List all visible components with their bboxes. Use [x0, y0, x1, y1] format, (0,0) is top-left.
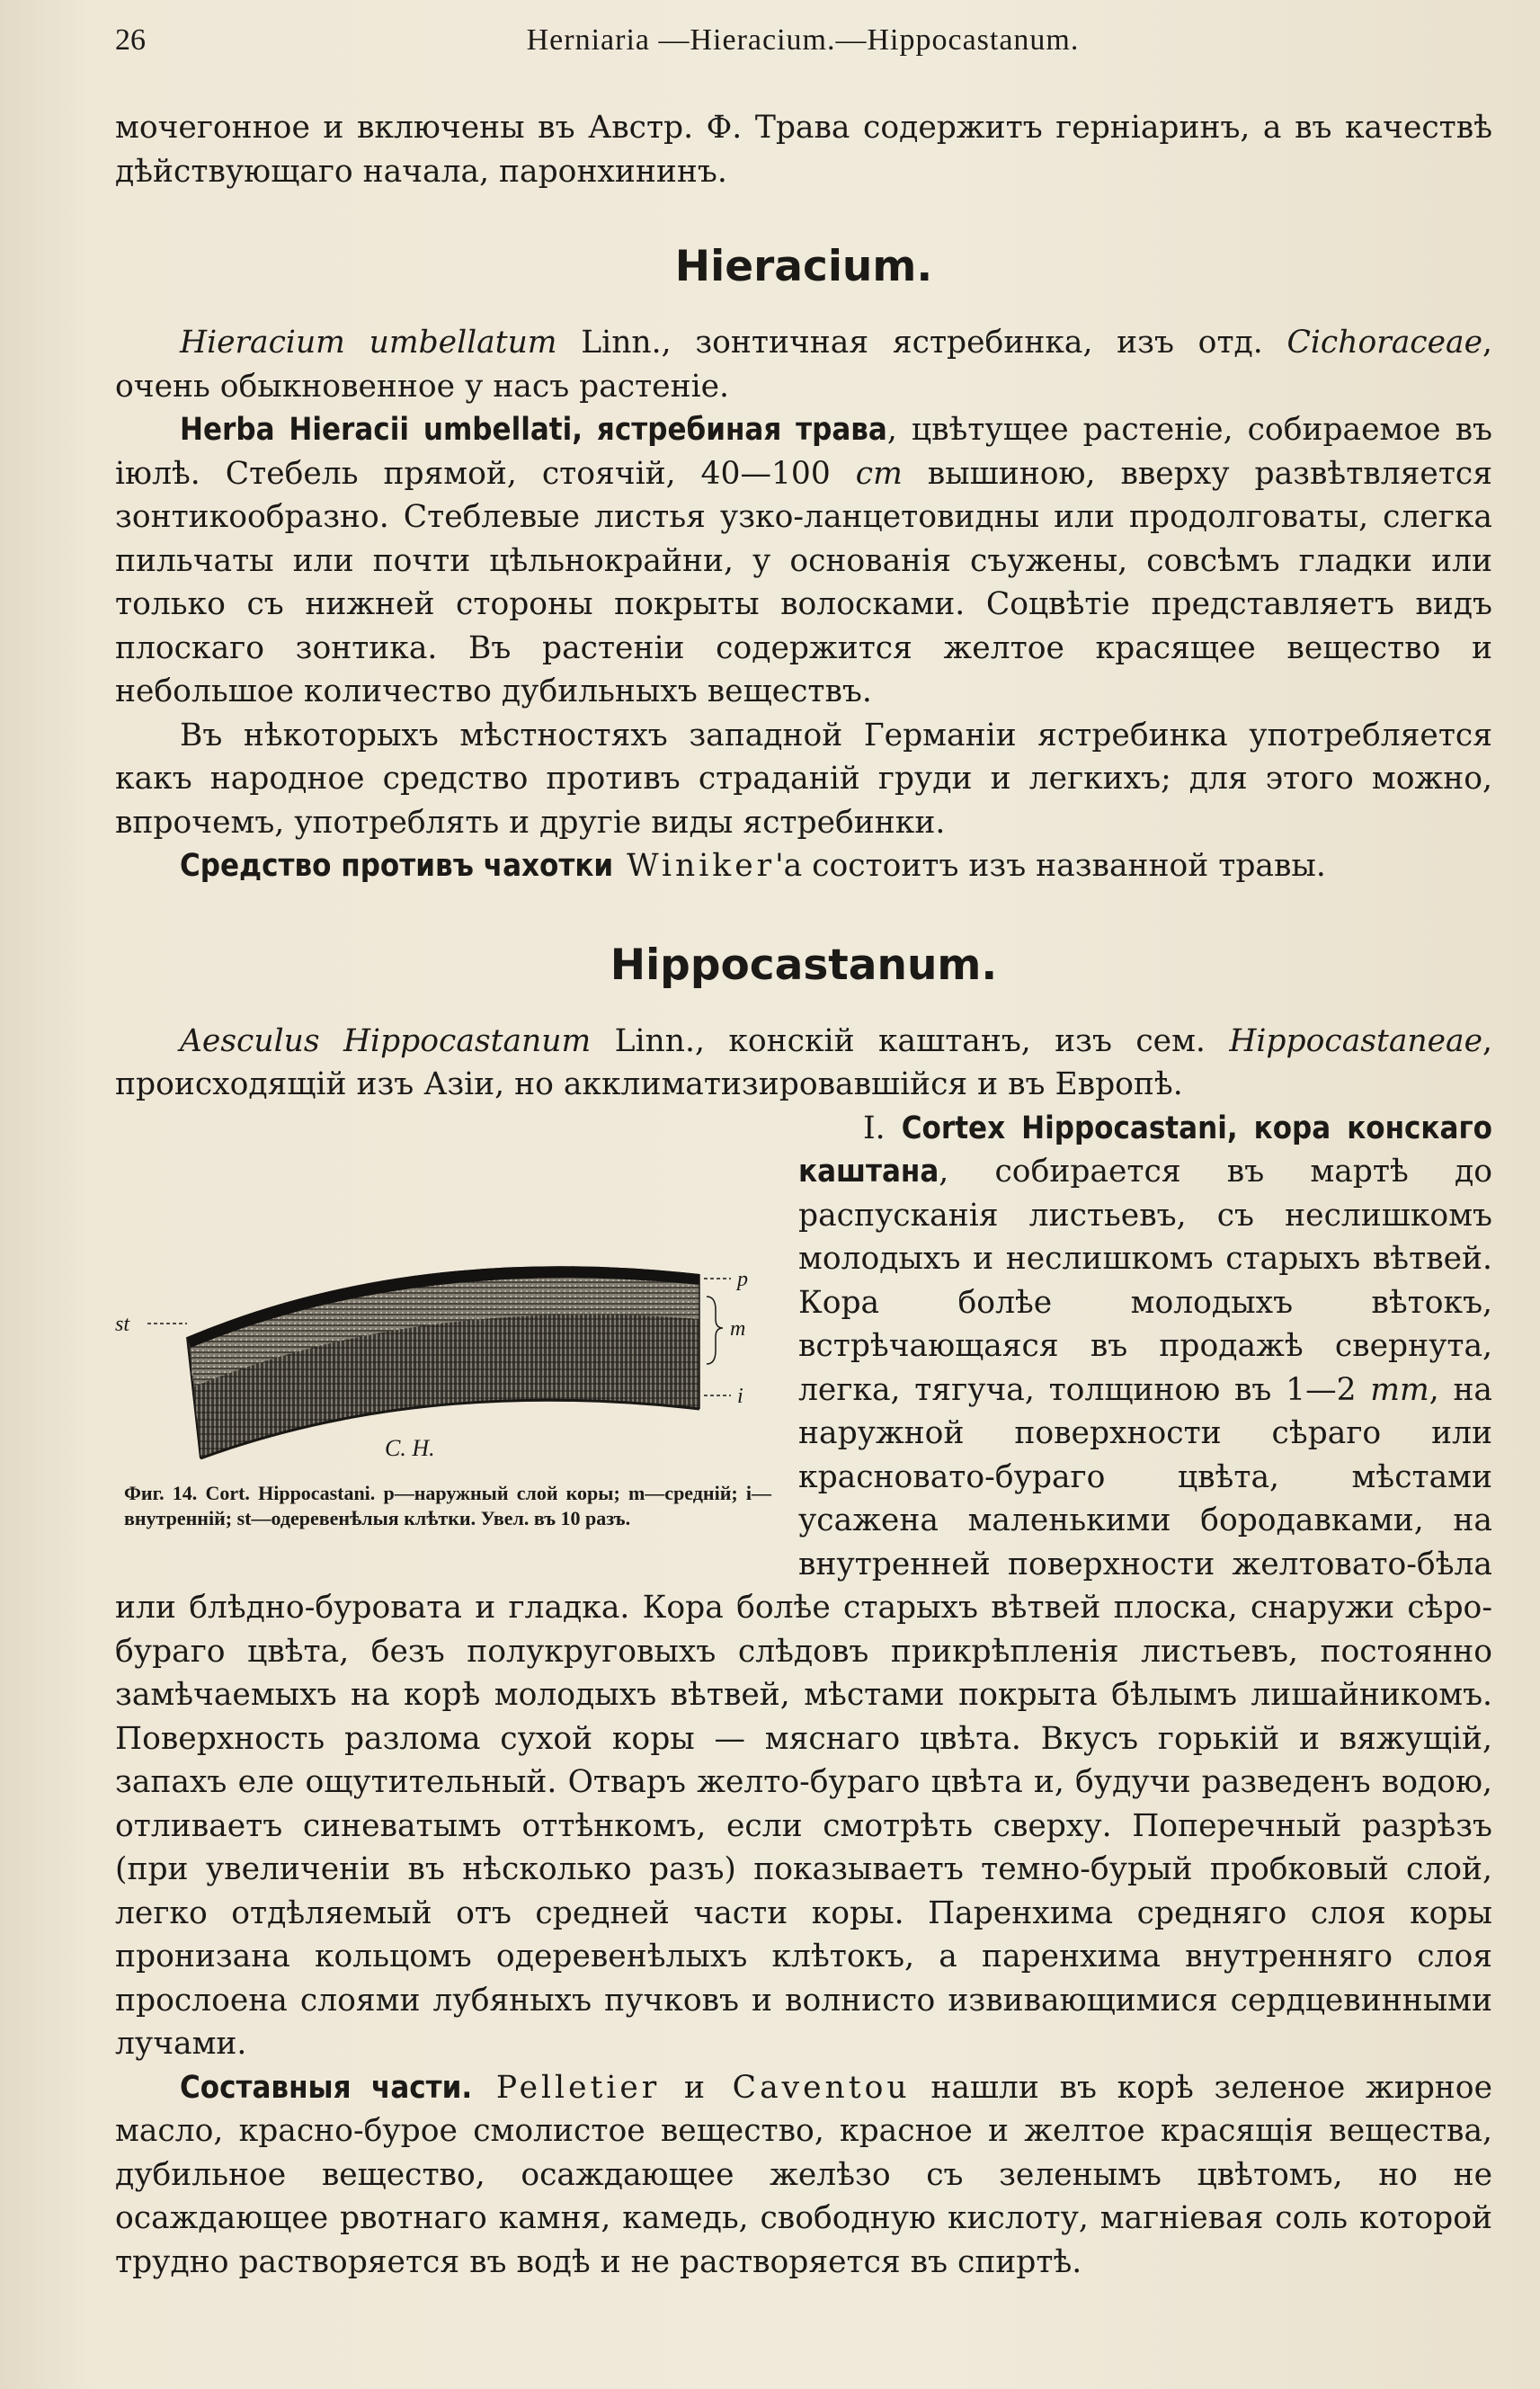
illustrator-signature: C. H.: [385, 1434, 435, 1461]
label-p: p: [737, 1267, 748, 1291]
author-name: Winiker: [613, 848, 776, 884]
drug-name: Cortex Hippocastani, кора конскаго каштана: [798, 1110, 1492, 1190]
label-i: i: [737, 1384, 743, 1408]
bark-cross-section-illustration: [115, 1193, 762, 1481]
running-header: [115, 20, 1491, 63]
text-run: , на наружной поверхности сѣраго или красновато-бураго цвѣта, мѣстами усажена маленькими бородавками, на внутренней поверхности желтовато-бѣла или блѣдно-буровата и гладка. Кора болѣе старыхъ вѣтвей плоска, снаружи сѣро-бураго цвѣта, безъ полукруговыхъ слѣдовъ прикрѣпленія листьевъ, постоянно замѣчаемыхъ на корѣ молодыхъ вѣтвей, мѣстами покрыта бѣлымъ лишайникомъ. Поверхность разлома сухой коры — мяснаго цвѣта. Вкусъ горькій и вяжущій, запахъ еле ощутительный. Отваръ желто-бураго цвѣта и, будучи разведенъ водою, отливаетъ синеватымъ оттѣнкомъ, если смотрѣть сверху. Поперечный разрѣзъ (при увеличеніи въ нѣсколько разъ) показываетъ темно-бурый пробковый слой, легко отдѣляемый отъ средней части коры. Паренхима средняго слоя коры пронизана кольцомъ одеревенѣлыхъ клѣтокъ, а паренхима внутренняго слоя прослоена слоями лубяныхъ пучковъ и волнисто извивающимися сердцевинными лучами.: [115, 1371, 1493, 2062]
text-run: вышиною, вверху развѣтвляется зонтикообразно. Стеблевые листья узко-ланцетовидны или продолговаты, слегка пильчаты или почти цѣльнокрайни, у основанія съужены, совсѣмъ гладки или только съ нижней стороны покрыты волосками. Соцвѣтіе представляетъ видъ плоскаго зонтика. Въ растеніи содержится желтое красящее вещество и небольшое количество дубильныхъ веществъ.: [115, 455, 1492, 709]
page-number: 26: [115, 23, 146, 57]
text-run: нашли въ корѣ зеленое жирное масло, красно-бурое смолистое вещество, красное и желтое красящія вещества, дубильное вещество, осаждающее желѣзо съ зеленымъ цвѣтомъ, но не осаждающее рвотнаго камня, камедь, свободную кислоту, магніевая соль которой трудно растворяется въ водѣ и не растворяется въ спиртѣ.: [115, 2069, 1492, 2280]
figure-caption: Фиг. 14. Cort. Hippocastani. p—наружный слой коры; m—средній; i—внутренній; st—одеревенѣлыя клѣтки. Увел. въ 10 разъ.: [124, 1481, 771, 1529]
unit: cm: [855, 455, 903, 492]
label-st: st: [115, 1312, 130, 1336]
hieracium-para-2: [115, 408, 1492, 714]
latin-name: Hieracium umbellatum: [180, 325, 557, 361]
section-number: I.: [863, 1110, 902, 1146]
figure-14: [115, 1193, 771, 1575]
text-run: 'а состоитъ изъ названной травы.: [775, 848, 1326, 884]
text-run: , цвѣтущее растеніе, собираемое въ іюлѣ. Стебель прямой, стоячій, 40—100: [115, 412, 1492, 492]
family-name: Hippocastaneae: [1229, 1022, 1483, 1059]
hippocastanum-para-1: [115, 1020, 1492, 1107]
page-body: [115, 106, 1492, 2284]
hieracium-para-1: [115, 321, 1492, 408]
hippocastanum-para-3: [115, 2066, 1492, 2285]
drug-name: Herba Hieracii umbellati, ястребиная трава: [180, 412, 887, 448]
label-m: m: [730, 1316, 746, 1341]
text-run: , очень обыкновенное у насъ растеніе.: [115, 325, 1492, 405]
family-name: Cichoraceae: [1286, 325, 1483, 361]
text-run: Linn., конскій каштанъ, изъ сем.: [591, 1022, 1230, 1059]
hieracium-para-3: Въ нѣкоторыхъ мѣстностяхъ западной Германіи ястребинка употребляется какъ народное средство противъ страданій груди и легкихъ; для этого можно, впрочемъ, употреблять и другіе виды ястребинки.: [115, 717, 1492, 841]
intro-paragraph: мочегонное и включены въ Австр. Ф. Трава содержитъ герніаринъ, а въ качествѣ дѣйствующаго начала, паронхининъ.: [115, 110, 1492, 190]
latin-name: Aesculus Hippocastanum: [180, 1022, 592, 1059]
running-title: Herniaria —Hieracium.—Hippocastanum.: [526, 23, 1080, 57]
author-names: Pelletier и Caventou: [472, 2069, 911, 2106]
hieracium-para-4: [115, 844, 1492, 888]
text-run: , происходящій изъ Азіи, но акклиматизировавшійся и въ Европѣ.: [115, 1022, 1492, 1102]
text-run: , собирается въ мартѣ до распусканія листьевъ, съ неслишкомъ молодыхъ и неслишкомъ старыхъ вѣтвей. Кора болѣе молодыхъ вѣтокъ, встрѣчающаяся въ продажѣ свернута, легка, тягуча, толщиною въ 1—2: [798, 1154, 1492, 1408]
remedy-name: Средство противъ чахотки: [180, 848, 614, 884]
heading-hieracium: Hieracium.: [674, 242, 933, 291]
heading-hippocastanum: Hippocastanum.: [610, 940, 998, 990]
unit: mm: [1370, 1371, 1429, 1408]
section-label: Составныя части.: [180, 2069, 473, 2106]
text-run: Linn., зонтичная ястребинка, изъ отд.: [556, 325, 1287, 361]
